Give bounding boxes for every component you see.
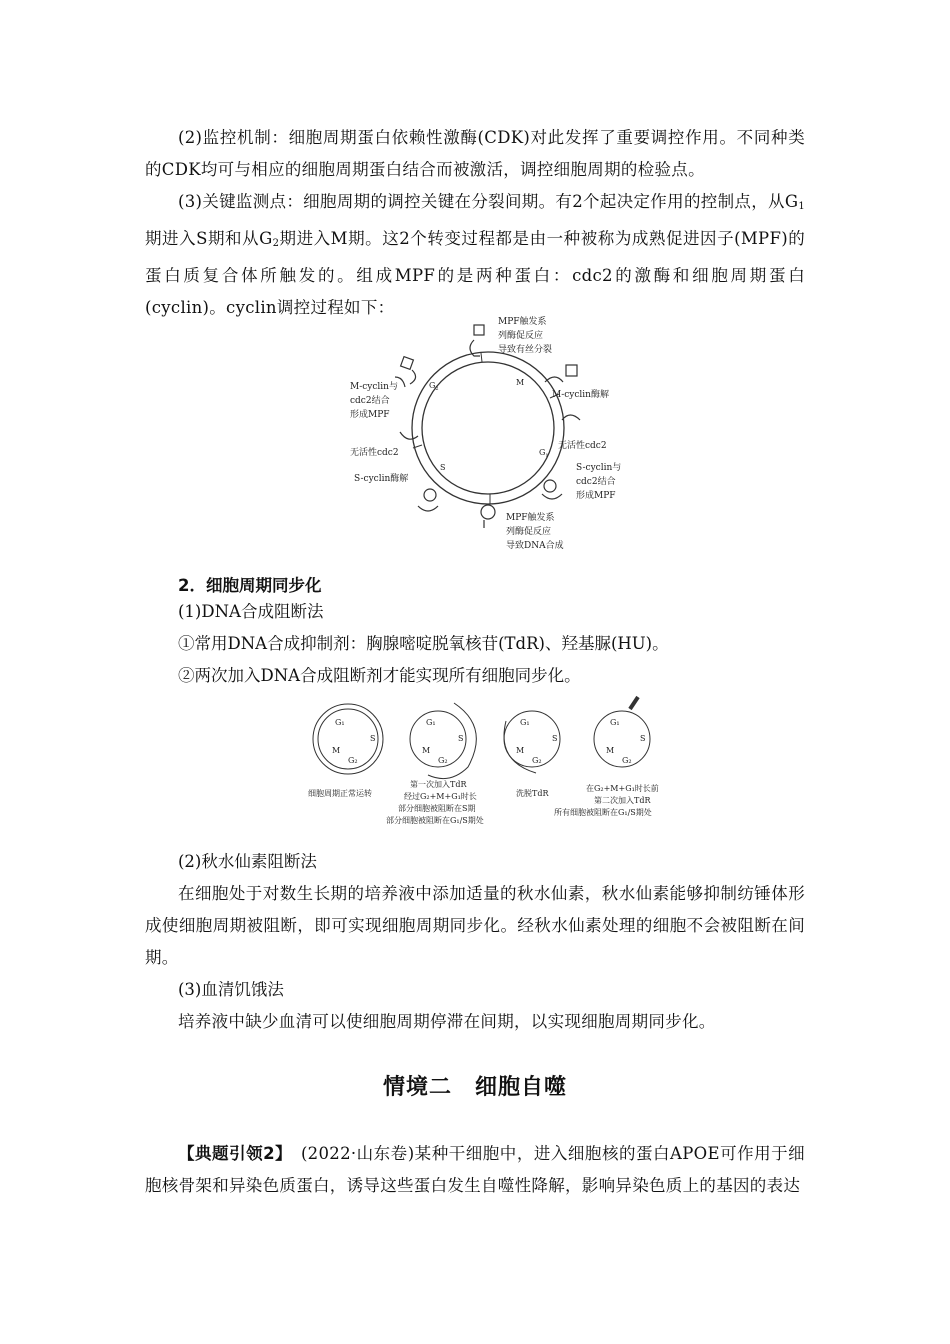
label-s-cyclin-bind-2: cdc2结合 [576, 477, 616, 487]
cyclin-cycle-diagram [340, 310, 640, 560]
item2-title: (2)秋水仙素阻断法 [178, 852, 317, 871]
sync-caption-2-2: 经过G₂+M+G₁时长 [404, 792, 477, 801]
sync-caption-3: 洗脱TdR [516, 789, 549, 798]
protein-inactive-right [562, 415, 580, 420]
paragraph-title: (2)监控机制： [178, 128, 289, 147]
item1-title: (1)DNA合成阻断法 [178, 602, 324, 621]
label-s-cyclin-bind-3: 形成MPF [576, 491, 616, 501]
label-mpf-dna-1: MPF触发系 [506, 513, 555, 523]
example-paragraph [145, 1138, 805, 1202]
svg-text:G₂: G₂ [532, 756, 542, 765]
sync-diagram [300, 695, 690, 835]
svg-text:S: S [640, 734, 646, 743]
label-mpf-mitosis-1: MPF触发系 [498, 317, 547, 327]
label-mpf-mitosis-2: 列酶促反应 [498, 331, 544, 341]
cycle-outer-ring [412, 352, 564, 504]
svg-text:G₁: G₁ [335, 718, 345, 727]
svg-text:M: M [422, 746, 431, 755]
phase-s-label: S [440, 463, 446, 472]
label-mpf-dna-3: 导致DNA合成 [506, 541, 564, 551]
item1-point-b: ②两次加入DNA合成阻断剂才能实现所有细胞同步化。 [178, 666, 581, 685]
label-s-cyclin-degrade: S-cyclin酶解 [354, 474, 409, 484]
protein-s-cyclin-right [544, 480, 556, 492]
label-m-cyclin-degrade: M-cyclin酶解 [552, 390, 609, 400]
phase-m-label: M [516, 378, 525, 387]
item3-title: (3)血清饥饿法 [178, 980, 284, 999]
cycle-inner-ring [422, 362, 554, 494]
protein-mpf-top [474, 325, 484, 335]
label-m-cyclin-bind-2: cdc2结合 [350, 396, 390, 406]
svg-text:G₁: G₁ [426, 718, 436, 727]
item1-point-a: ①常用DNA合成抑制剂：胸腺嘧啶脱氧核苷(TdR)、羟基脲(HU)。 [178, 634, 669, 653]
phase-g1-label: $G_1$ [539, 448, 549, 459]
label-m-cyclin-bind-3: 形成MPF [350, 410, 390, 420]
phase-g2-label: $G_2$ [429, 381, 439, 392]
sync-cell-2 [410, 703, 476, 779]
sync-caption-2-1: 第一次加入TdR [410, 780, 467, 789]
example-tag: 【典题引领2】 [178, 1144, 284, 1163]
sync-caption-2-4: 部分细胞被阻断在G₁/S期处 [386, 816, 484, 825]
sync-caption-4-2: 第二次加入TdR [594, 796, 651, 805]
paragraph-checkpoints: (3)关键监测点：细胞周期的调控关键在分裂间期。有2个起决定作用的控制点，从$G_1$期进入S期和从$G_2$期进入M期。这2个转变过程都是由一种被称为成熟促进因子(MPF)的蛋白质复合体所触发的。组成MPF的是两种蛋白：cdc2的激酶和细胞周期蛋白(cyclin)。cyclin调控过程如下： [145, 192, 805, 317]
sync-caption-4-1: 在G₂+M+G₁时长前 [586, 784, 659, 793]
protein-m-cyclin-right [566, 365, 577, 376]
svg-text:G₂: G₂ [348, 756, 358, 765]
paragraph-monitoring [145, 122, 805, 186]
sync-caption-1: 细胞周期正常运转 [308, 789, 372, 798]
protein-s-cyclin-left [424, 489, 436, 501]
sync-caption-4-3: 所有细胞被阻断在G₁/S期处 [554, 808, 652, 817]
svg-text:S: S [370, 734, 376, 743]
svg-text:G₂: G₂ [622, 756, 632, 765]
sync-caption-2-3: 部分细胞被阻断在S期 [398, 804, 476, 813]
label-mpf-mitosis-3: 导致有丝分裂 [498, 345, 553, 355]
svg-text:G₁: G₁ [520, 718, 530, 727]
label-m-cyclin-bind-1: M-cyclin与 [350, 382, 398, 392]
protein-mpf-bottom [481, 505, 495, 519]
label-inactive-cdc2-right: 无活性cdc2 [558, 441, 607, 451]
svg-text:M: M [606, 746, 615, 755]
protein-m-cyclin-left [401, 357, 414, 370]
paragraph-text: 细胞周期蛋白依赖性激酶(CDK)对此发挥了重要调控作用。不同种类的CDK均可与相应的细胞周期蛋白结合而被激活，调控细胞周期的检验点。 [145, 128, 805, 179]
item3-text: 培养液中缺少血清可以使细胞周期停滞在间期，以实现细胞周期同步化。 [178, 1012, 716, 1031]
label-s-cyclin-bind-1: S-cyclin与 [576, 463, 622, 473]
svg-text:G₁: G₁ [610, 718, 620, 727]
svg-text:G₂: G₂ [438, 756, 448, 765]
example-source: (2022·山东卷) [300, 1144, 415, 1163]
svg-text:S: S [458, 734, 464, 743]
svg-text:M: M [516, 746, 525, 755]
example-text: 某种干细胞中，进入细胞核的蛋白APOE可作用于细胞核骨架和异染色质蛋白，诱导这些蛋白发生自噬性降解，影响异染色质上的基因的表达 [145, 1144, 805, 1195]
section-heading-sync: 2．细胞周期同步化 [178, 576, 322, 595]
label-inactive-cdc2-left: 无活性cdc2 [350, 448, 399, 458]
label-mpf-dna-2: 列酶促反应 [506, 527, 552, 537]
protein-inactive-left [400, 432, 418, 439]
svg-text:S: S [552, 734, 558, 743]
item2-text: 在细胞处于对数生长期的培养液中添加适量的秋水仙素，秋水仙素能够抑制纺锤体形成使细胞周期被阻断，即可实现细胞周期同步化。经秋水仙素处理的细胞不会被阻断在间期。 [145, 884, 805, 967]
svg-text:M: M [332, 746, 341, 755]
section-title: 情境二 细胞自噬 [382, 1075, 567, 1100]
protein-glyphs [395, 325, 580, 528]
